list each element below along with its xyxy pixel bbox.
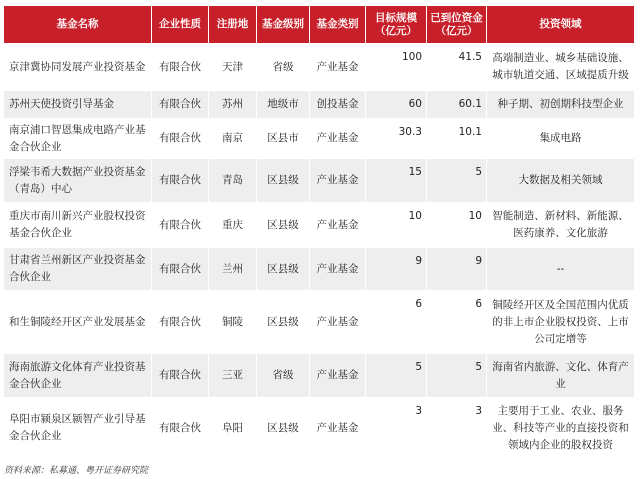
cell-field: 大数据及相关领域	[487, 159, 635, 203]
header-target: 目标规模（亿元）	[366, 6, 427, 44]
cell-level: 区县级	[257, 159, 310, 203]
cell-target: 9	[366, 248, 427, 291]
cell-nature: 有限合伙	[152, 291, 209, 354]
cell-fund-name: 海南旅游文化体育产业投资基金合伙企业	[4, 354, 152, 398]
cell-funded: 5	[427, 159, 487, 203]
cell-location: 铜陵	[209, 291, 257, 354]
table-row	[4, 248, 635, 291]
cell-target: 5	[366, 354, 427, 398]
cell-target: 10	[366, 203, 427, 248]
cell-fund-name: 南京浦口智恩集成电路产业基金合伙企业	[4, 119, 152, 159]
cell-location: 天津	[209, 44, 257, 91]
cell-category: 产业基金	[310, 354, 366, 398]
cell-target: 3	[366, 398, 427, 459]
cell-level: 省级	[257, 44, 310, 91]
cell-category: 产业基金	[310, 203, 366, 248]
cell-nature: 有限合伙	[152, 398, 209, 459]
cell-fund-name: 阜阳市颍泉区颍智产业引导基金合伙企业	[4, 398, 152, 459]
header-field: 投资领域	[487, 6, 635, 44]
cell-nature: 有限合伙	[152, 91, 209, 119]
table-header-row	[4, 6, 635, 44]
cell-location: 兰州	[209, 248, 257, 291]
cell-fund-name: 甘肃省兰州新区产业投资基金合伙企业	[4, 248, 152, 291]
cell-level: 地级市	[257, 91, 310, 119]
cell-funded: 9	[427, 248, 487, 291]
table-row	[4, 398, 635, 459]
fund-table	[3, 5, 635, 459]
table-row	[4, 91, 635, 119]
cell-nature: 有限合伙	[152, 44, 209, 91]
cell-category: 产业基金	[310, 159, 366, 203]
cell-level: 区县级	[257, 291, 310, 354]
cell-nature: 有限合伙	[152, 203, 209, 248]
cell-category: 产业基金	[310, 248, 366, 291]
cell-field: 海南省内旅游、文化、体育产业	[487, 354, 635, 398]
cell-location: 南京	[209, 119, 257, 159]
header-funded: 已到位资金（亿元）	[427, 6, 487, 44]
cell-nature: 有限合伙	[152, 119, 209, 159]
cell-funded: 60.1	[427, 91, 487, 119]
cell-field: 集成电路	[487, 119, 635, 159]
cell-nature: 有限合伙	[152, 159, 209, 203]
cell-location: 青岛	[209, 159, 257, 203]
table-row	[4, 354, 635, 398]
cell-target: 6	[366, 291, 427, 354]
header-location: 注册地	[209, 6, 257, 44]
cell-fund-name: 浮梁韦希大数据产业投资基金（青岛）中心	[4, 159, 152, 203]
cell-location: 重庆	[209, 203, 257, 248]
cell-category: 产业基金	[310, 44, 366, 91]
cell-target: 100	[366, 44, 427, 91]
table-row	[4, 159, 635, 203]
table-row	[4, 291, 635, 354]
cell-funded: 3	[427, 398, 487, 459]
cell-target: 60	[366, 91, 427, 119]
source-note: 资料来源：私募通、粤开证券研究院	[4, 466, 149, 476]
table-row	[4, 44, 635, 91]
cell-field: 主要用于工业、农业、服务业、科技等产业的直接投资和领域内企业的股权投资	[487, 398, 635, 459]
header-category: 基金类别	[310, 6, 366, 44]
header-nature: 企业性质	[152, 6, 209, 44]
cell-nature: 有限合伙	[152, 354, 209, 398]
cell-target: 30.3	[366, 119, 427, 159]
cell-level: 区县市	[257, 119, 310, 159]
cell-category: 产业基金	[310, 398, 366, 459]
cell-field: 智能制造、新材料、新能源、医药康养、文化旅游	[487, 203, 635, 248]
cell-level: 区县级	[257, 203, 310, 248]
cell-field: 铜陵经开区及全国范围内优质的非上市企业股权投资、上市公司定增等	[487, 291, 635, 354]
cell-funded: 41.5	[427, 44, 487, 91]
cell-location: 苏州	[209, 91, 257, 119]
cell-target: 15	[366, 159, 427, 203]
header-fund-name: 基金名称	[4, 6, 152, 44]
cell-funded: 6	[427, 291, 487, 354]
cell-funded: 10	[427, 203, 487, 248]
cell-fund-name: 重庆市南川新兴产业股权投资基金合伙企业	[4, 203, 152, 248]
cell-fund-name: 和生铜陵经开区产业发展基金	[4, 291, 152, 354]
cell-level: 区县级	[257, 248, 310, 291]
cell-funded: 5	[427, 354, 487, 398]
header-level: 基金级别	[257, 6, 310, 44]
cell-category: 产业基金	[310, 291, 366, 354]
cell-field: 高端制造业、城乡基础设施、城市轨道交通、区域提质升级	[487, 44, 635, 91]
cell-nature: 有限合伙	[152, 248, 209, 291]
cell-fund-name: 京津冀协同发展产业投资基金	[4, 44, 152, 91]
cell-funded: 10.1	[427, 119, 487, 159]
table-row	[4, 203, 635, 248]
cell-field: 种子期、初创期科技型企业	[487, 91, 635, 119]
cell-category: 创投基金	[310, 91, 366, 119]
cell-fund-name: 苏州天使投资引导基金	[4, 91, 152, 119]
cell-level: 区县级	[257, 398, 310, 459]
cell-level: 省级	[257, 354, 310, 398]
table-row	[4, 119, 635, 159]
cell-field: --	[487, 248, 635, 291]
cell-category: 产业基金	[310, 119, 366, 159]
cell-location: 阜阳	[209, 398, 257, 459]
cell-location: 三亚	[209, 354, 257, 398]
